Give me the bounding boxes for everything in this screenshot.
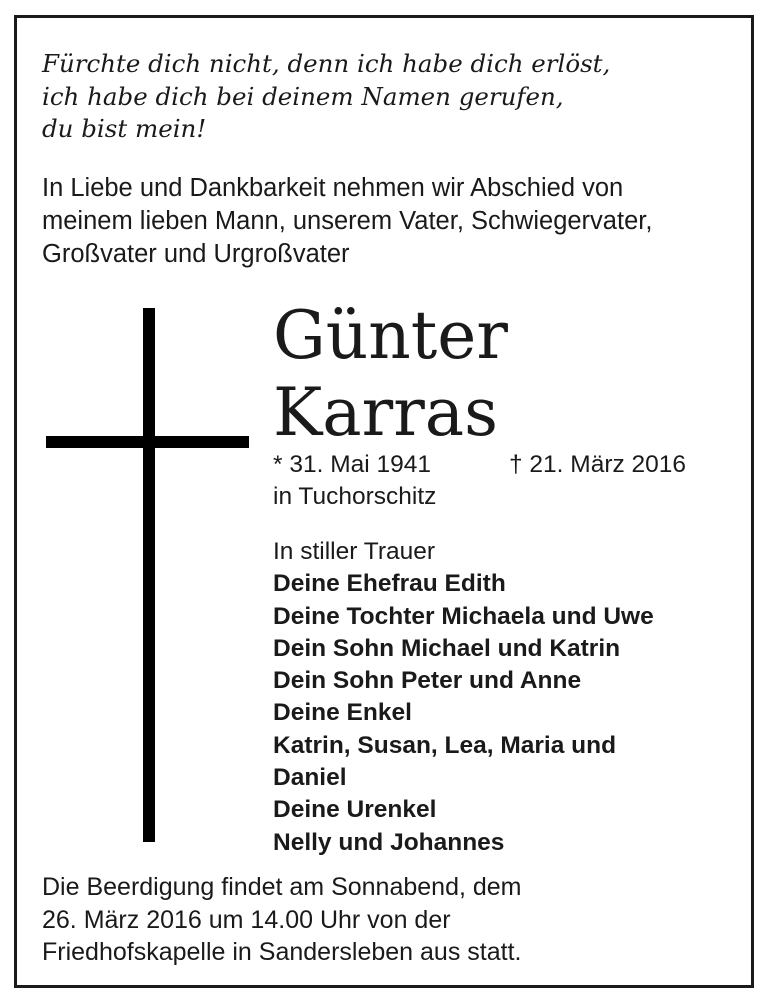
- funeral-line: Die Beerdigung findet am Sonnabend, dem: [42, 873, 522, 901]
- birth-date: * 31. Mai 1941: [273, 451, 431, 478]
- mourner-line: Daniel: [273, 764, 347, 792]
- mourner-line: Dein Sohn Peter und Anne: [273, 667, 582, 695]
- verse-line: Fürchte dich nicht, denn ich habe dich erlöst,: [42, 49, 611, 78]
- mourners-list: [273, 536, 654, 859]
- bible-verse: [42, 48, 610, 146]
- birthplace: in Tuchorschitz: [273, 483, 437, 510]
- cross-horizontal-bar: [46, 436, 249, 448]
- funeral-announcement: [42, 871, 522, 969]
- mourner-line: Deine Urenkel: [273, 796, 437, 824]
- verse-line: du bist mein!: [42, 114, 207, 143]
- first-name: Günter: [273, 297, 508, 374]
- intro-line: Großvater und Urgroßvater: [42, 240, 350, 268]
- funeral-line: 26. März 2016 um 14.00 Uhr von der: [42, 905, 451, 934]
- mourner-line: Dein Sohn Michael und Katrin: [273, 634, 621, 662]
- mourner-line: Katrin, Susan, Lea, Maria und: [273, 731, 617, 759]
- intro-line: In Liebe und Dankbarkeit nehmen wir Abschied von: [42, 174, 624, 202]
- mourner-line: Deine Tochter Michaela und Uwe: [273, 602, 654, 630]
- farewell-intro: [42, 172, 652, 271]
- verse-line: ich habe dich bei deinem Namen gerufen,: [42, 81, 564, 111]
- last-name: Karras: [273, 374, 498, 451]
- funeral-line: Friedhofskapelle in Sandersleben aus statt.: [42, 938, 522, 966]
- mourner-line: Nelly und Johannes: [273, 828, 505, 856]
- mourner-line: Deine Enkel: [273, 699, 412, 727]
- mourning-intro: In stiller Trauer: [273, 538, 436, 565]
- death-date: † 21. März 2016: [509, 451, 687, 478]
- deceased-name: [273, 297, 508, 451]
- mourner-line: Deine Ehefrau Edith: [273, 570, 506, 598]
- intro-line: meinem lieben Mann, unserem Vater, Schwiegervater,: [42, 207, 653, 235]
- cross-vertical-bar: [143, 308, 155, 842]
